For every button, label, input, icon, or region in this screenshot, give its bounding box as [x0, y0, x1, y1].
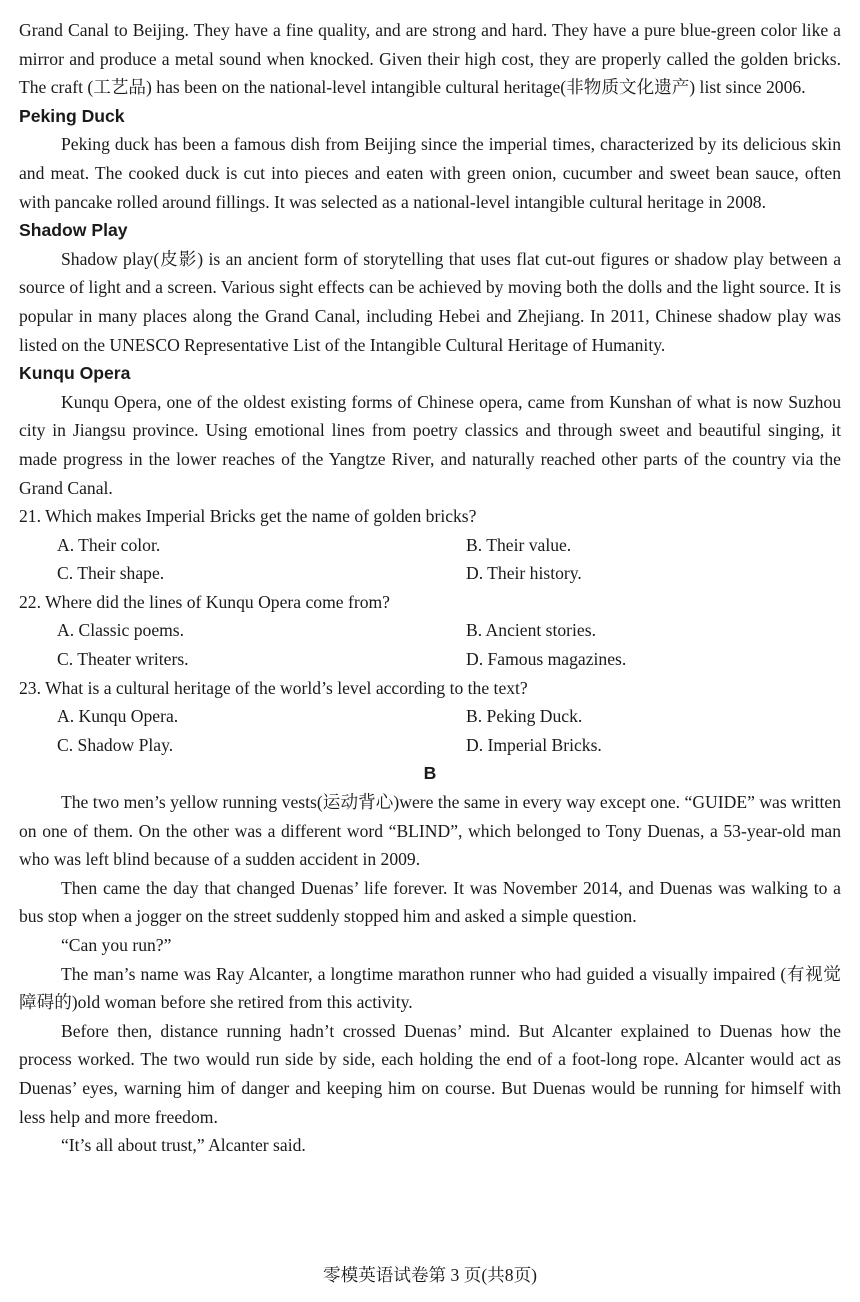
- option-c: C. Shadow Play.: [57, 734, 174, 755]
- question-stem: 23. What is a cultural heritage of the world’s level according to the text?: [19, 677, 528, 698]
- paragraph: The two men’s yellow running vests(运动背心)were the same in every way except one. “GUIDE” was written on one of them. On the other was a different word “BLIND”, which belonged to Tony Duenas, a 53-year-old man who was left blind because of a sudden accident in 2009.: [19, 792, 841, 870]
- section-kunqu-opera: [19, 359, 841, 502]
- paragraph: “Can you run?”: [61, 935, 172, 955]
- option-a: A. Their color.: [57, 534, 161, 555]
- option-b: B. Ancient stories.: [466, 620, 596, 641]
- section-body: Shadow play(皮影) is an ancient form of storytelling that uses flat cut-out figures or shadow play between a source of light and a screen. Various sight effects can be achieved by moving both the dolls and the light source. It is popular in many places along the Grand Canal, including Hebei and Zhejiang. In 2011, Chinese shadow play was listed on the UNESCO Representative List of the Intangible Cultural Heritage of Humanity.: [19, 248, 841, 355]
- option-a: A. Classic poems.: [57, 620, 185, 641]
- section-peking-duck: [19, 102, 841, 216]
- question-options: [19, 616, 841, 673]
- paragraph: Then came the day that changed Duenas’ life forever. It was November 2014, and Duenas was walking to a bus stop when a jogger on the street suddenly stopped him and asked a simple question.: [19, 877, 841, 927]
- question-options: [19, 531, 841, 588]
- section-body: Peking duck has been a famous dish from Beijing since the imperial times, characterized by its delicious skin and meat. The cooked duck is cut into pieces and eaten with green onion, cucumber and sweet bean sauce, often with pancake rolled around fillings. It was selected as a national-level intangible cultural heritage in 2008.: [19, 134, 841, 212]
- option-d: D. Famous magazines.: [466, 649, 627, 670]
- passage-b-label: B: [423, 763, 437, 784]
- option-c: C. Theater writers.: [57, 649, 189, 670]
- question-options: [19, 702, 841, 759]
- option-d: D. Imperial Bricks.: [466, 734, 602, 755]
- option-b: B. Peking Duck.: [466, 706, 583, 727]
- paragraph: “It’s all about trust,” Alcanter said.: [61, 1135, 306, 1156]
- question-stem: 21. Which makes Imperial Bricks get the name of golden bricks?: [19, 506, 477, 527]
- question-stem: 22. Where did the lines of Kunqu Opera come from?: [19, 591, 390, 612]
- option-c: C. Their shape.: [57, 563, 165, 584]
- option-b: B. Their value.: [466, 534, 572, 555]
- option-d: D. Their history.: [466, 563, 582, 584]
- passage-a-intro: Grand Canal to Beijing. They have a fine quality, and are strong and hard. They have a pure blue-green color like a mirror and produce a metal sound when knocked. Given their high cost, they are properly called the golden bricks. The craft (工艺品) has been on the national-level intangible cultural heritage(非物质文化遗产) list since 2006.: [19, 20, 841, 98]
- page-footer: 零模英语试卷第 3 页(共8页): [322, 1265, 538, 1285]
- section-body: Kunqu Opera, one of the oldest existing forms of Chinese opera, came from Kunshan of what is now Suzhou city in Jiangsu province. Using emotional lines from poetry classics and through sweet and beautiful singing, it made progress in the lower reaches of the Yangtze River, and naturally reached other parts of the country via the Grand Canal.: [19, 391, 841, 498]
- section-heading: Shadow Play: [19, 220, 128, 241]
- option-a: A. Kunqu Opera.: [57, 706, 179, 727]
- paragraph: Before then, distance running hadn’t crossed Duenas’ mind. But Alcanter explained to Duenas how the process worked. The two would run side by side, each holding the end of a foot-long rope. Alcanter would act as Duenas’ eyes, warning him of danger and keeping him on course. But Duenas would be running for himself with less help and more freedom.: [19, 1020, 841, 1127]
- section-heading: Kunqu Opera: [19, 363, 131, 384]
- section-heading: Peking Duck: [19, 105, 125, 126]
- question-21: [19, 502, 841, 588]
- passage-b: [19, 788, 841, 1160]
- exam-page: [19, 16, 841, 1160]
- question-22: [19, 588, 841, 674]
- section-shadow-play: [19, 216, 841, 359]
- paragraph: The man’s name was Ray Alcanter, a longtime marathon runner who had guided a visually impaired (有视觉障碍的)old woman before she retired from this activity.: [19, 963, 841, 1013]
- question-23: [19, 674, 841, 760]
